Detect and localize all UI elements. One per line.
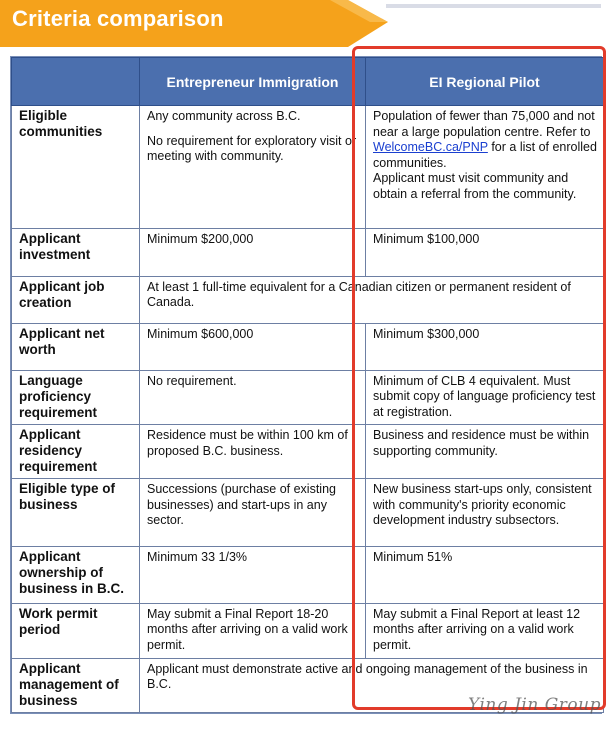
row-label: Applicant net worth (12, 323, 140, 370)
header-cell-blank (12, 58, 140, 106)
row-label: Work permit period (12, 603, 140, 658)
cell-ei-regional-pilot: May submit a Final Report at least 12 months after arriving on a valid work permit. (366, 603, 604, 658)
table-row (12, 106, 604, 229)
welcomebc-link[interactable]: WelcomeBC.ca/PNP (373, 140, 488, 154)
section-banner (0, 0, 388, 47)
cell-ei-regional-pilot: Business and residence must be within supporting community. (366, 425, 604, 479)
header-ei-regional-pilot: EI Regional Pilot (366, 58, 604, 106)
row-label: Eligible communities (12, 106, 140, 229)
cell-text: No requirement for exploratory visit or meeting with community. (147, 133, 357, 163)
cell-both-programs: Applicant must demonstrate active and ongoing management of the business in B.C. (140, 658, 604, 712)
cell-entrepreneur-immigration: No requirement. (140, 370, 366, 424)
cell-text-group (373, 109, 597, 171)
row-label: Eligible type of business (12, 479, 140, 547)
cell-entrepreneur-immigration (140, 106, 366, 229)
cell-entrepreneur-immigration: Residence must be within 100 km of proposed B.C. business. (140, 425, 366, 479)
table-row (12, 323, 604, 370)
table-row (12, 479, 604, 547)
cell-ei-regional-pilot: New business start-ups only, consistent with community's priority economic development industry subsectors. (366, 479, 604, 547)
cell-ei-regional-pilot: Minimum $100,000 (366, 229, 604, 276)
cell-both-programs: At least 1 full-time equivalent for a Canadian citizen or permanent resident of Canada. (140, 276, 604, 323)
cell-entrepreneur-immigration: Successions (purchase of existing businesses) and start-ups in any sector. (140, 479, 366, 547)
table-row (12, 603, 604, 658)
cell-text: Population of fewer than 75,000 and not near a large population centre. Refer to (373, 109, 595, 139)
banner-divider (386, 4, 601, 8)
table-header-row (12, 58, 604, 106)
table-row (12, 229, 604, 276)
comparison-table-container (10, 56, 602, 714)
cell-entrepreneur-immigration: Minimum $600,000 (140, 323, 366, 370)
header-entrepreneur-immigration: Entrepreneur Immigration (140, 58, 366, 106)
cell-entrepreneur-immigration: Minimum $200,000 (140, 229, 366, 276)
cell-text: Applicant must visit community and obtain a referral from the community. (373, 171, 577, 201)
cell-ei-regional-pilot: Minimum of CLB 4 equivalent. Must submit copy of language proficiency test at registration. (366, 370, 604, 424)
cell-ei-regional-pilot: Minimum 51% (366, 547, 604, 603)
cell-text: for a list of enrolled communities. (373, 140, 597, 170)
row-label: Applicant management of business (12, 658, 140, 712)
cell-ei-regional-pilot (366, 106, 604, 229)
row-label: Applicant ownership of business in B.C. (12, 547, 140, 603)
row-label: Applicant investment (12, 229, 140, 276)
row-label: Language proficiency requirement (12, 370, 140, 424)
table-row (12, 370, 604, 424)
table-row (12, 276, 604, 323)
table-row (12, 547, 604, 603)
cell-entrepreneur-immigration: May submit a Final Report 18-20 months after arriving on a valid work permit. (140, 603, 366, 658)
row-label: Applicant residency requirement (12, 425, 140, 479)
watermark-logo: Ying Jin Group (468, 695, 601, 715)
cell-entrepreneur-immigration: Minimum 33 1/3% (140, 547, 366, 603)
cell-ei-regional-pilot: Minimum $300,000 (366, 323, 604, 370)
comparison-table (11, 57, 604, 713)
cell-text: Any community across B.C. (147, 109, 301, 123)
row-label: Applicant job creation (12, 276, 140, 323)
banner-title: Criteria comparison (12, 6, 224, 31)
table-row (12, 425, 604, 479)
